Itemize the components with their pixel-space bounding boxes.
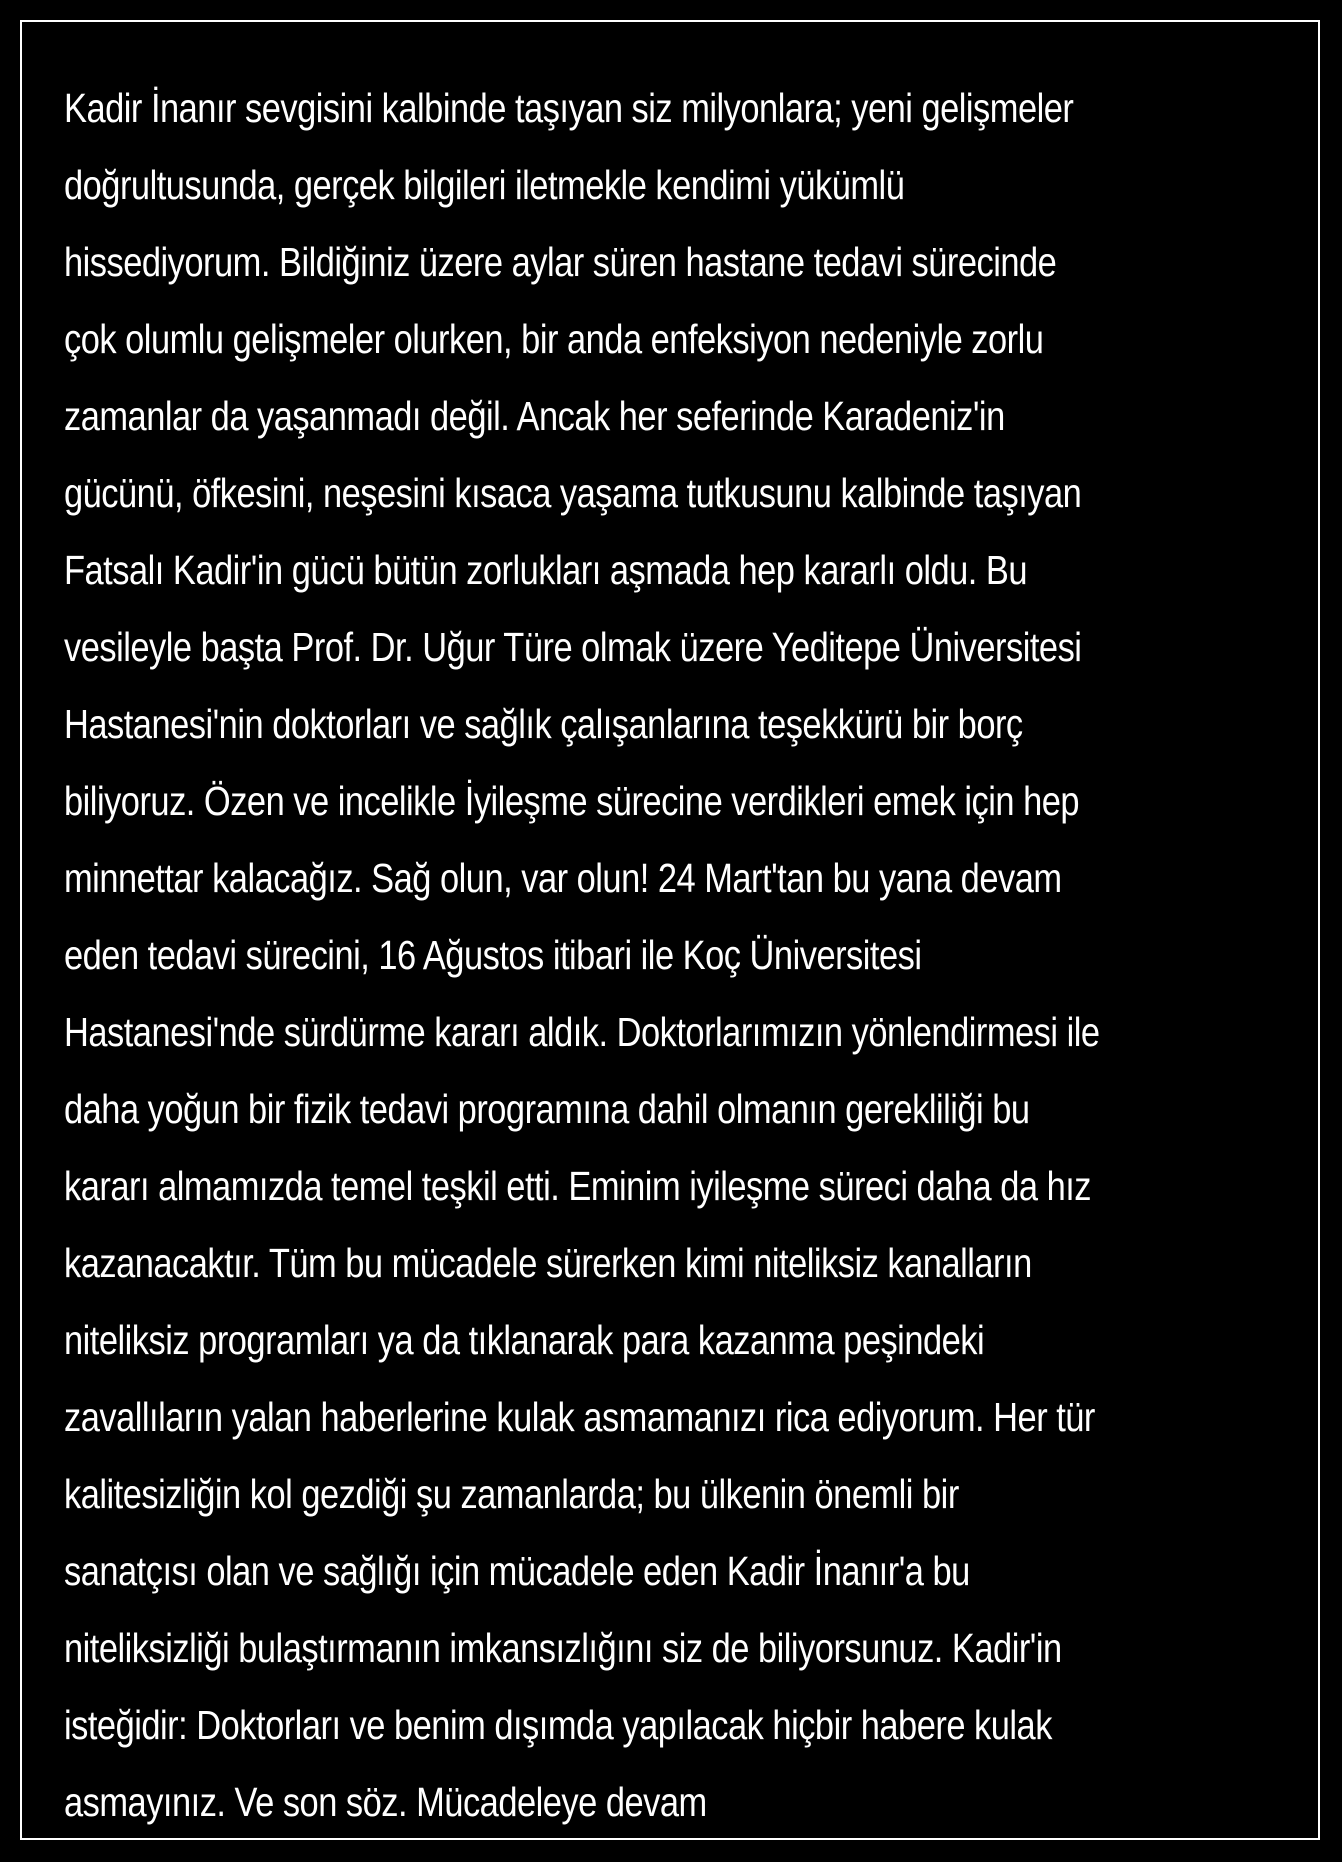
statement-line: Kadir İnanır sevgisini kalbinde taşıyan siz milyonlara; yeni gelişmeler [64, 85, 1074, 131]
statement-line: niteliksiz programları ya da tıklanarak para kazanma peşindeki [64, 1317, 985, 1363]
statement-line: biliyoruz. Özen ve incelikle İyileşme sürecine verdikleri emek için hep [64, 778, 1080, 824]
statement-line: Fatsalı Kadir'in gücü bütün zorlukları aşmada hep kararlı oldu. Bu [64, 547, 1028, 593]
statement-line: zavallıların yalan haberlerine kulak asmamanızı rica ediyorum. Her tür [64, 1394, 1095, 1440]
statement-line: niteliksizliği bulaştırmanın imkansızlığını siz de biliyorsunuz. Kadir'in [64, 1625, 1062, 1671]
statement-line: sanatçısı olan ve sağlığı için mücadele eden Kadir İnanır'a bu [64, 1548, 970, 1594]
statement-line: zamanlar da yaşanmadı değil. Ancak her seferinde Karadeniz'in [64, 393, 1005, 439]
statement-frame [20, 20, 1320, 1840]
statement-line: eden tedavi sürecini, 16 Ağustos itibari ile Koç Üniversitesi [64, 932, 922, 978]
statement-line: Hastanesi'nin doktorları ve sağlık çalışanlarına teşekkürü bir borç [64, 701, 1023, 747]
statement-line: daha yoğun bir fizik tedavi programına dahil olmanın gerekliliği bu [64, 1086, 1030, 1132]
statement-line: doğrultusunda, gerçek bilgileri iletmekle kendimi yükümlü [64, 162, 905, 208]
statement-line: gücünü, öfkesini, neşesini kısaca yaşama tutkusunu kalbinde taşıyan [64, 470, 1082, 516]
statement-line: minnettar kalacağız. Sağ olun, var olun! 24 Mart'tan bu yana devam [64, 855, 1062, 901]
statement-line: kararı almamızda temel teşkil etti. Eminim iyileşme süreci daha da hız [64, 1163, 1092, 1209]
statement-line: vesileyle başta Prof. Dr. Uğur Türe olmak üzere Yeditepe Üniversitesi [64, 624, 1082, 670]
statement-line: kalitesizliğin kol gezdiği şu zamanlarda; bu ülkenin önemli bir [64, 1471, 959, 1517]
statement-line: çok olumlu gelişmeler olurken, bir anda enfeksiyon nedeniyle zorlu [64, 316, 1044, 362]
statement-line: Hastanesi'nde sürdürme kararı aldık. Doktorlarımızın yönlendirmesi ile [64, 1009, 1100, 1055]
statement-line: isteğidir: Doktorları ve benim dışımda yapılacak hiçbir habere kulak [64, 1702, 1052, 1748]
statement-line: hissediyorum. Bildiğiniz üzere aylar süren hastane tedavi sürecinde [64, 239, 1057, 285]
statement-text [64, 70, 1106, 1841]
statement-line: asmayınız. Ve son söz. Mücadeleye devam [64, 1779, 707, 1825]
statement-line: kazanacaktır. Tüm bu mücadele sürerken kimi niteliksiz kanalların [64, 1240, 1032, 1286]
